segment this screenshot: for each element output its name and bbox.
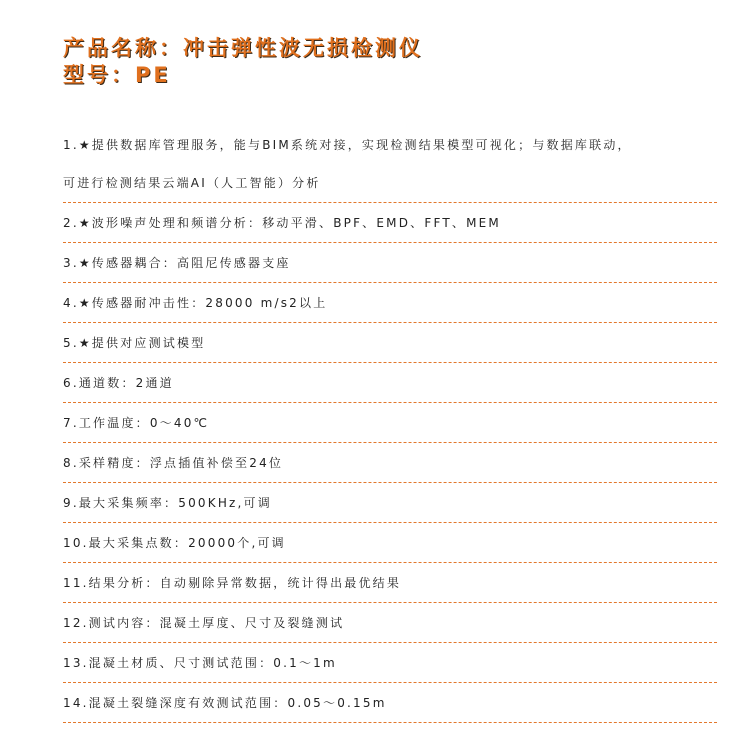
spec-item-3 <box>63 243 717 283</box>
spec-text: 1.★提供数据库管理服务，能与BIM系统对接，实现检测结果模型可视化；与数据库联动， <box>63 138 632 152</box>
product-name-title: 产品名称：冲击弹性波无损检测仪 <box>63 36 423 60</box>
spec-text: 10.最大采集点数：20000个,可调 <box>63 536 286 550</box>
spec-text: 12.测试内容：混凝土厚度、尺寸及裂缝测试 <box>63 616 345 630</box>
spec-text: 13.混凝土材质、尺寸测试范围：0.1～1m <box>63 656 337 670</box>
spec-text-continuation: 可进行检测结果云端AI（人工智能）分析 <box>63 176 321 190</box>
spec-text: 9.最大采集频率：500KHz,可调 <box>63 496 272 510</box>
spec-item-14 <box>63 683 717 723</box>
spec-text: 3.★传感器耦合：高阻尼传感器支座 <box>63 256 291 270</box>
spec-item-5 <box>63 323 717 363</box>
spec-item-11 <box>63 563 717 603</box>
spec-list <box>0 125 741 723</box>
spec-item-4 <box>63 283 717 323</box>
spec-text: 8.采样精度：浮点插值补偿至24位 <box>63 456 284 470</box>
spec-text: 11.结果分析：自动剔除异常数据，统计得出最优结果 <box>63 576 402 590</box>
spec-item-9 <box>63 483 717 523</box>
spec-text: 4.★传感器耐冲击性：28000 m/s2以上 <box>63 296 328 310</box>
spec-item-2 <box>63 203 717 243</box>
spec-item-12 <box>63 603 717 643</box>
spec-item-7 <box>63 403 717 443</box>
spec-text: 5.★提供对应测试模型 <box>63 336 206 350</box>
spec-item-8 <box>63 443 717 483</box>
spec-item-1 <box>63 125 717 203</box>
spec-item-6 <box>63 363 717 403</box>
spec-text: 2.★波形噪声处理和频谱分析：移动平滑、BPF、EMD、FFT、MEM <box>63 216 501 230</box>
spec-item-13 <box>63 643 717 683</box>
spec-text: 7.工作温度：0～40℃ <box>63 416 210 430</box>
spec-item-10 <box>63 523 717 563</box>
product-header <box>63 35 423 89</box>
product-model-title: 型号：PE <box>63 63 171 87</box>
spec-text: 14.混凝土裂缝深度有效测试范围：0.05～0.15m <box>63 696 387 710</box>
spec-text: 6.通道数：2通道 <box>63 376 174 390</box>
